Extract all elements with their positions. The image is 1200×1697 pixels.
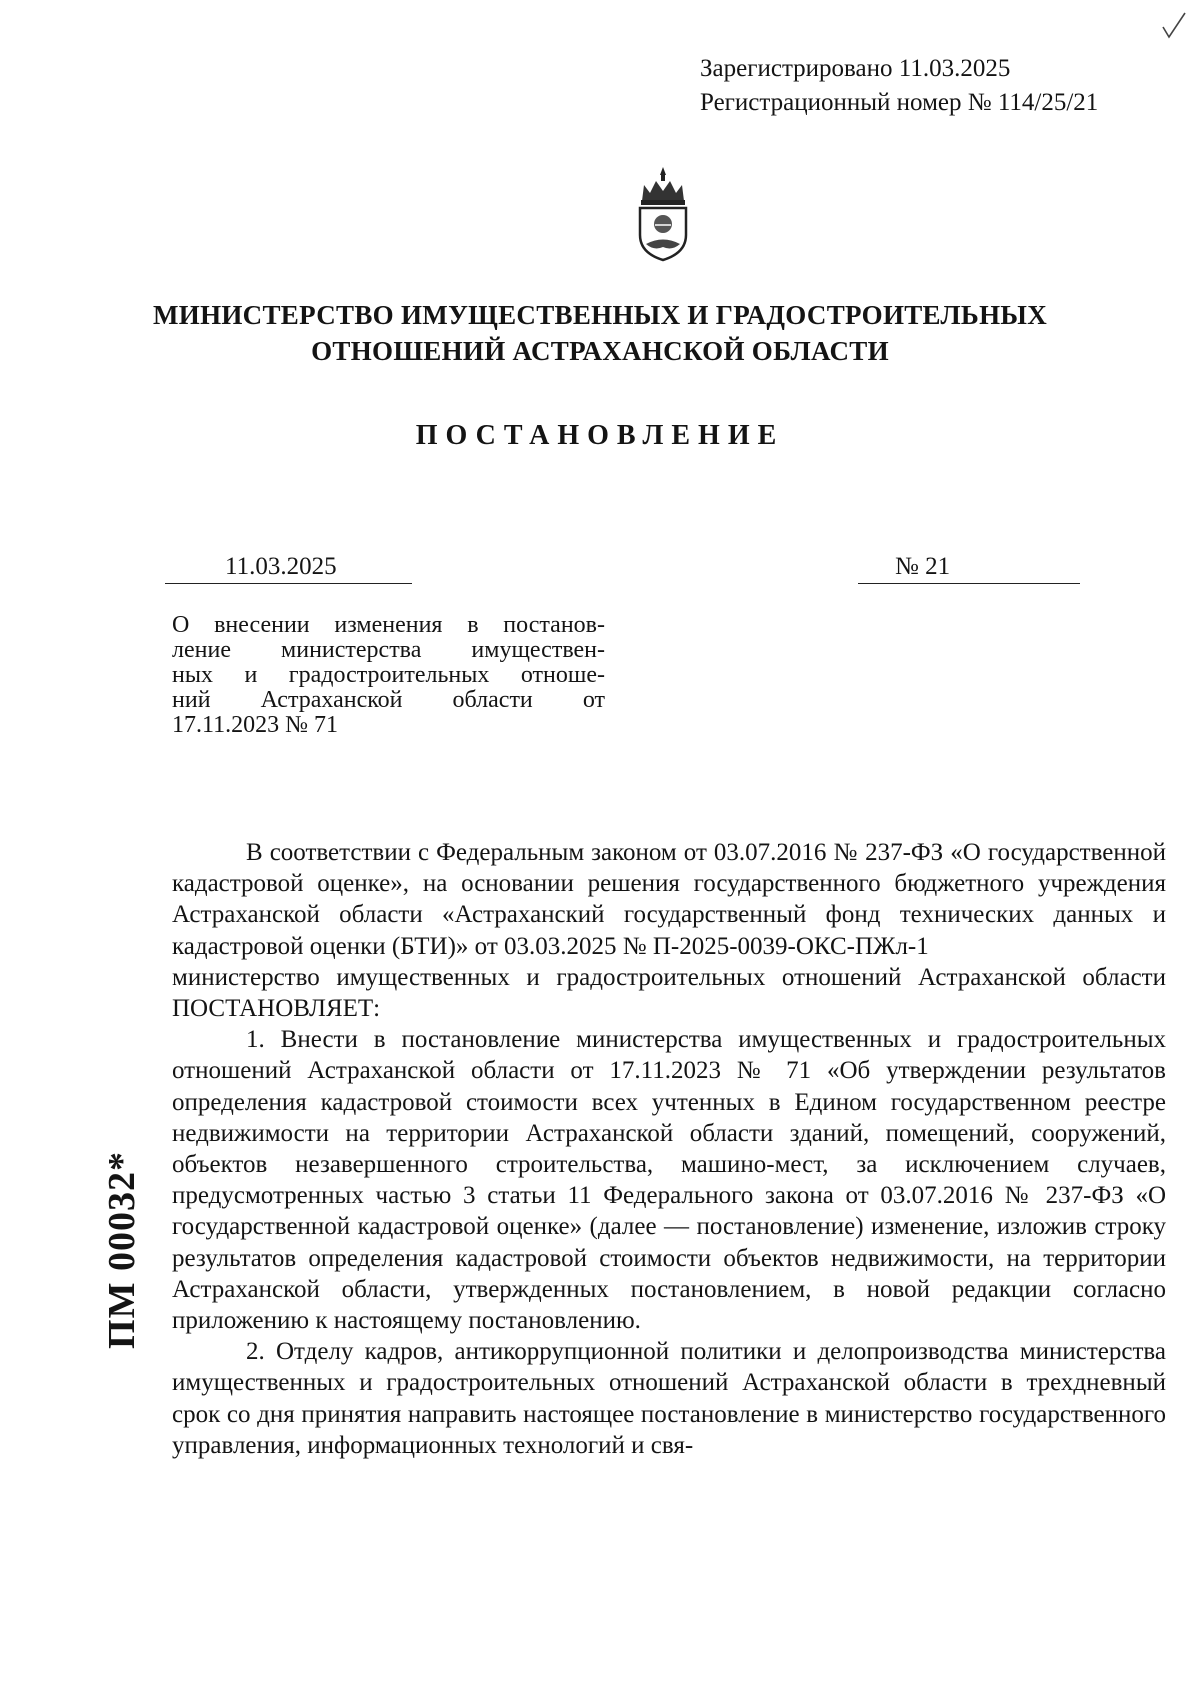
item-2-paragraph: 2. Отделу кадров, антикоррупционной политики и делопроизводства министерства имущественных и градостроительных отношений Астраханской области в трехдневный срок со дня принятия направить настоящее постановление в министерство государственного управления, информационных технологий и свя- (172, 1338, 1166, 1459)
subject-line: ление министерства имуществен- (172, 637, 605, 663)
ministry-line-2: ОТНОШЕНИЙ АСТРАХАНСКОЙ ОБЛАСТИ (311, 336, 889, 366)
ministry-line-1: МИНИСТЕРСТВО ИМУЩЕСТВЕННЫХ И ГРАДОСТРОИТЕЛЬНЫХ (152, 300, 1047, 330)
subject-line: 17.11.2023 № 71 (172, 712, 339, 738)
document-type: ПОСТАНОВЛЕНИЕ (415, 420, 785, 451)
registration-date: Зарегистрировано 11.03.2025 (700, 55, 1011, 82)
subject-line: ний Астраханской области от (172, 687, 605, 713)
document-number: № 21 (895, 553, 951, 580)
document-number-field (858, 553, 1080, 584)
document-body (172, 837, 1166, 1461)
ministry-name (150, 297, 1050, 369)
document-date: 11.03.2025 (225, 553, 337, 580)
item-1-paragraph: 1. Внести в постановление министерства имущественных и градостроительных отношений Астраханской области от 17.11.2023 № 71 «Об утверждении результатов определения кадастровой стоимости всех учтенных в Едином государственном реестре недвижимости на территории Астраханской области зданий, помещений, сооружений, объектов незавершенного строительства, машино-мест, за исключением случаев, предусмотренных частью 3 статьи 11 Федерального закона от 03.07.2016 № 237-ФЗ «О государственной кадастровой оценке» (далее — постановление) изменение, изложив строку результатов определения кадастровой стоимости объектов недвижимости, на территории Астраханской области, утвержденных постановлением, в новой редакции согласно приложению к настоящему постановлению. (172, 1026, 1166, 1335)
registry-stamp: ПМ 00032* (101, 1151, 143, 1349)
subject-line: О внесении изменения в постанов- (172, 612, 605, 638)
document-subject (172, 613, 605, 738)
registration-number: Регистрационный номер № 114/25/21 (700, 89, 1099, 116)
coat-of-arms-icon (632, 165, 694, 265)
document-date-field (165, 553, 412, 584)
check-mark-icon (1160, 10, 1188, 40)
preamble-paragraph: В соответствии с Федеральным законом от 03.07.2016 № 237-ФЗ «О государственной кадастровой оценке», на основании решения государственного бюджетного учреждения Астраханской области «Астраханский государственный фонд технических данных и кадастровой оценки (БТИ)» от 03.03.2025 № П-2025-0039-ОКС-ПЖл-1 (172, 839, 1166, 960)
subject-line: ных и градостроительных отноше- (172, 662, 605, 688)
resolves-paragraph: министерство имущественных и градостроительных отношений Астраханской области ПОСТАНОВЛЯЕТ: (172, 963, 1166, 1023)
